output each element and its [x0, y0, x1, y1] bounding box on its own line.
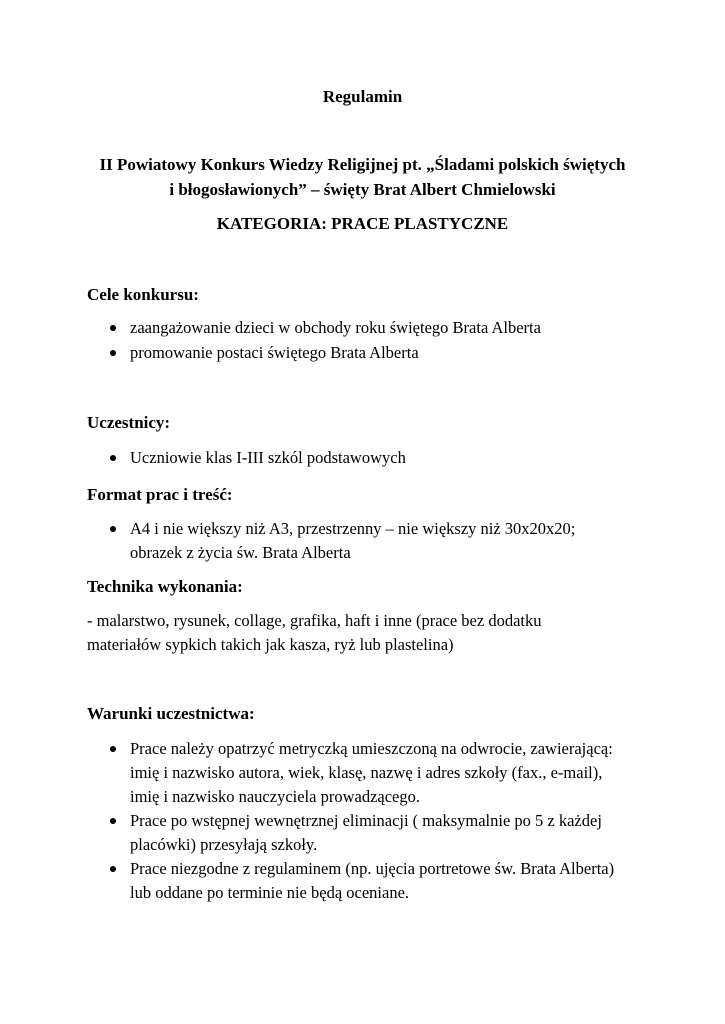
document-subtitle-line2: i błogosławionych” – święty Brat Albert Chmielowski [169, 180, 556, 199]
list-item: zaangażowanie dzieci w obchody roku świętego Brata Alberta [130, 318, 541, 337]
bullet-icon [110, 746, 116, 752]
list-item-continuation: placówki) przesyłają szkoły. [130, 835, 318, 854]
list-item: A4 i nie większy niż A3, przestrzenny – nie większy niż 30x20x20; [130, 519, 576, 538]
list-item-continuation: obrazek z życia św. Brata Alberta [130, 543, 351, 562]
technika-text-line2: materiałów sypkich takich jak kasza, ryż lub plastelina) [87, 635, 454, 654]
list-item-continuation: imię i nazwisko autora, wiek, klasę, nazwę i adres szkoły (fax., e-mail), [130, 763, 603, 782]
list-item: Prace niezgodne z regulaminem (np. ujęcia portretowe św. Brata Alberta) [130, 859, 615, 878]
bullet-icon [110, 325, 116, 331]
section-heading-warunki: Warunki uczestnictwa: [87, 704, 255, 723]
bullet-icon [110, 526, 116, 532]
document-category: KATEGORIA: PRACE PLASTYCZNE [216, 214, 509, 233]
document-title: Regulamin [322, 87, 403, 106]
section-heading-uczestnicy: Uczestnicy: [87, 413, 171, 432]
list-item-continuation: lub oddane po terminie nie będą oceniane. [130, 883, 410, 902]
bullet-icon [110, 455, 116, 461]
technika-text-line1: - malarstwo, rysunek, collage, grafika, haft i inne (prace bez dodatku [87, 611, 542, 630]
list-item: Uczniowie klas I-III szkól podstawowych [130, 448, 406, 467]
bullet-icon [110, 866, 116, 872]
list-item: Prace należy opatrzyć metryczką umieszczoną na odwrocie, zawierającą: [130, 739, 613, 758]
bullet-icon [110, 818, 116, 824]
section-heading-technika: Technika wykonania: [87, 577, 243, 596]
bullet-icon [110, 350, 116, 356]
section-heading-cele: Cele konkursu: [87, 285, 199, 304]
document-subtitle-line1: II Powiatowy Konkurs Wiedzy Religijnej pt. „Śladami polskich świętych [99, 155, 626, 174]
list-item: promowanie postaci świętego Brata Alberta [130, 343, 419, 362]
list-item: Prace po wstępnej wewnętrznej eliminacji ( maksymalnie po 5 z każdej [130, 811, 602, 830]
section-heading-format: Format prac i treść: [87, 485, 233, 504]
list-item-continuation: imię i nazwisko nauczyciela prowadzącego. [130, 787, 420, 806]
